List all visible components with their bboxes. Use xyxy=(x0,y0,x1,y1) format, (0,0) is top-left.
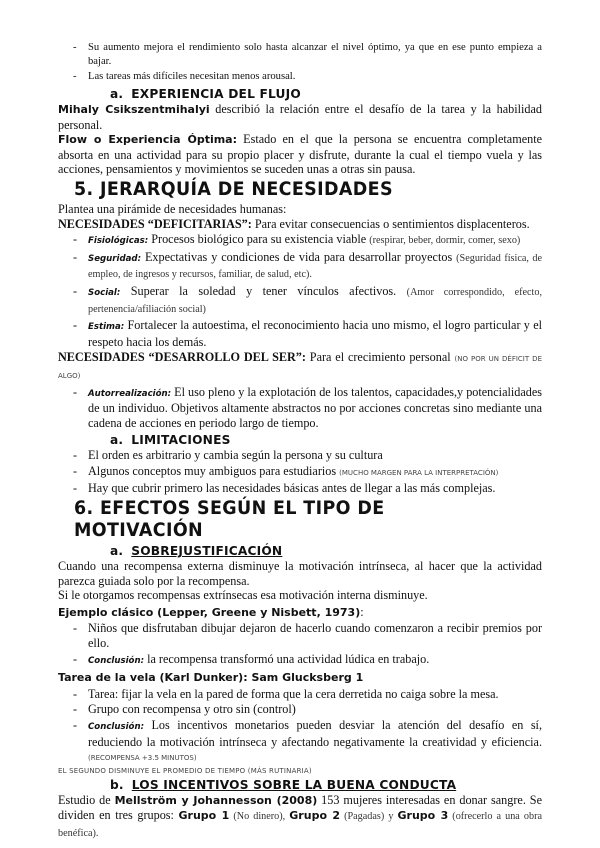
example-2-title: Tarea de la vela (Karl Dunker): Sam Glucksberg 1 xyxy=(58,671,364,685)
list-item: - Autorrealización: El uso pleno y la explotación de los talentos, capacidades,y potencialidades de un individuo. Objetivos altamente abstractos no por acciones concretas sino mediante una cadena de acciones en periodo largo de tiempo. xyxy=(58,385,542,431)
list-item: - Seguridad: Expectativas y condiciones de vida para desarrollar proyectos (Seguridad física, de empleo, de ingresos y recursos, familiar, de salud, etc). xyxy=(58,250,542,283)
list-item: - Niños que disfrutaban dibujar dejaron de hacerlo cuando comenzaron a recibir premios por ello. xyxy=(58,621,542,650)
example-2-list xyxy=(58,687,542,766)
section-5-title: 5. JERARQUÍA DE NECESIDADES xyxy=(74,177,393,200)
section-6-title: 6. EFECTOS SEGÚN EL TIPO DE MOTIVACIÓN xyxy=(74,497,385,542)
overjustification-summary: Si le otorgamos recompensas extrínsecas esa motivación interna disminuye. xyxy=(58,588,428,603)
example-1-list xyxy=(58,621,542,668)
list-item: - Hay que cubrir primero las necesidades básicas antes de llegar a las más complejas. xyxy=(58,481,542,496)
list-item: - Estima: Fortalecer la autoestima, el reconocimiento hacia uno mismo, el logro particular y el respeto hacia los demás. xyxy=(58,318,542,349)
growth-needs-list xyxy=(58,385,542,431)
arousal-list xyxy=(58,41,542,84)
list-item: - Fisiológicas: Procesos biológico para su existencia viable (respirar, beber, dormir, comer, sexo) xyxy=(58,232,542,249)
flow-author-paragraph: Mihaly Csikszentmihalyi describió la relación entre el desafío de la tarea y la habilidad personal. xyxy=(58,102,542,132)
blood-donation-study: Estudio de Mellström y Johannesson (2008) 153 mujeres interesadas en donar sangre. Se dividen en tres grupos: Grupo 1 (No dinero), Grupo 2 (Pagadas) y Grupo 3 (ofrecerlo a una obra benéfica). xyxy=(58,792,543,839)
overjustification-paragraph: Cuando una recompensa externa disminuye la motivación intrínseca, al hacer que la actividad parezca guiada solo por la recompensa. xyxy=(58,559,542,588)
list-item: - El orden es arbitrario y cambia según la persona y su cultura xyxy=(58,448,542,463)
list-item: - Su aumento mejora el rendimiento solo hasta alcanzar el nivel óptimo, ya que en ese punto empieza a bajar. xyxy=(58,41,542,69)
list-item: - Tarea: fijar la vela en la pared de forma que la cera derretida no caiga sobre la mesa. xyxy=(58,687,542,702)
list-item: - Grupo con recompensa y otro sin (control) xyxy=(58,702,542,717)
flow-heading: a. EXPERIENCIA DEL FLUJO xyxy=(110,87,301,101)
flow-definition: Flow o Experiencia Óptima: Estado en el que la persona se encuentra completamente absorta en una actividad para su propio placer y disfrute, durante la cual el tiempo vuela y las acciones, pensamientos y movimientos se suceden unas a otras sin pausa. xyxy=(58,132,542,177)
growth-needs: NECESIDADES “DESARROLLO DEL SER”: Para el crecimiento personal (NO POR UN DÉFICIT DE ALGO) xyxy=(58,350,542,380)
section-5-intro: Plantea una pirámide de necesidades humanas: xyxy=(58,201,287,216)
deficit-needs-list xyxy=(58,232,542,349)
example-1-title: Ejemplo clásico (Lepper, Greene y Nisbett, 1973): xyxy=(58,604,364,619)
limitations-list xyxy=(58,448,542,496)
list-item: - Conclusión: la recompensa transformó una actividad lúdica en trabajo. xyxy=(58,652,542,669)
list-item: - Las tareas más difíciles necesitan menos arousal. xyxy=(58,70,542,84)
list-item: - Social: Superar la soledad y tener vínculos afectivos. (Amor correspondido, efecto, pertenencia/afiliación social) xyxy=(58,284,542,317)
list-item: - Conclusión: Los incentivos monetarios pueden desviar la atención del desafío en sí, reduciendo la motivación intrínseca y afectando negativamente la creatividad y eficiencia. (RECOMPENSA +3.5 MINUTOS) xyxy=(58,718,542,766)
incentives-heading: b. LOS INCENTIVOS SOBRE LA BUENA CONDUCTA xyxy=(110,777,457,792)
handwritten-note: EL SEGUNDO DISMINUYE EL PROMEDIO DE TIEMPO (MÁS RUTINARIA) xyxy=(58,766,312,775)
deficit-needs: NECESIDADES “DEFICITARIAS”: Para evitar consecuencias o sentimientos displacenteros. xyxy=(58,216,530,231)
limitations-heading: a. LIMITACIONES xyxy=(110,433,231,448)
overjustification-heading: a. SOBREJUSTIFICACIÓN xyxy=(110,544,283,559)
list-item: - Algunos conceptos muy ambiguos para estudiarios (MUCHO MARGEN PARA LA INTERPRETACIÓN) xyxy=(58,464,542,481)
